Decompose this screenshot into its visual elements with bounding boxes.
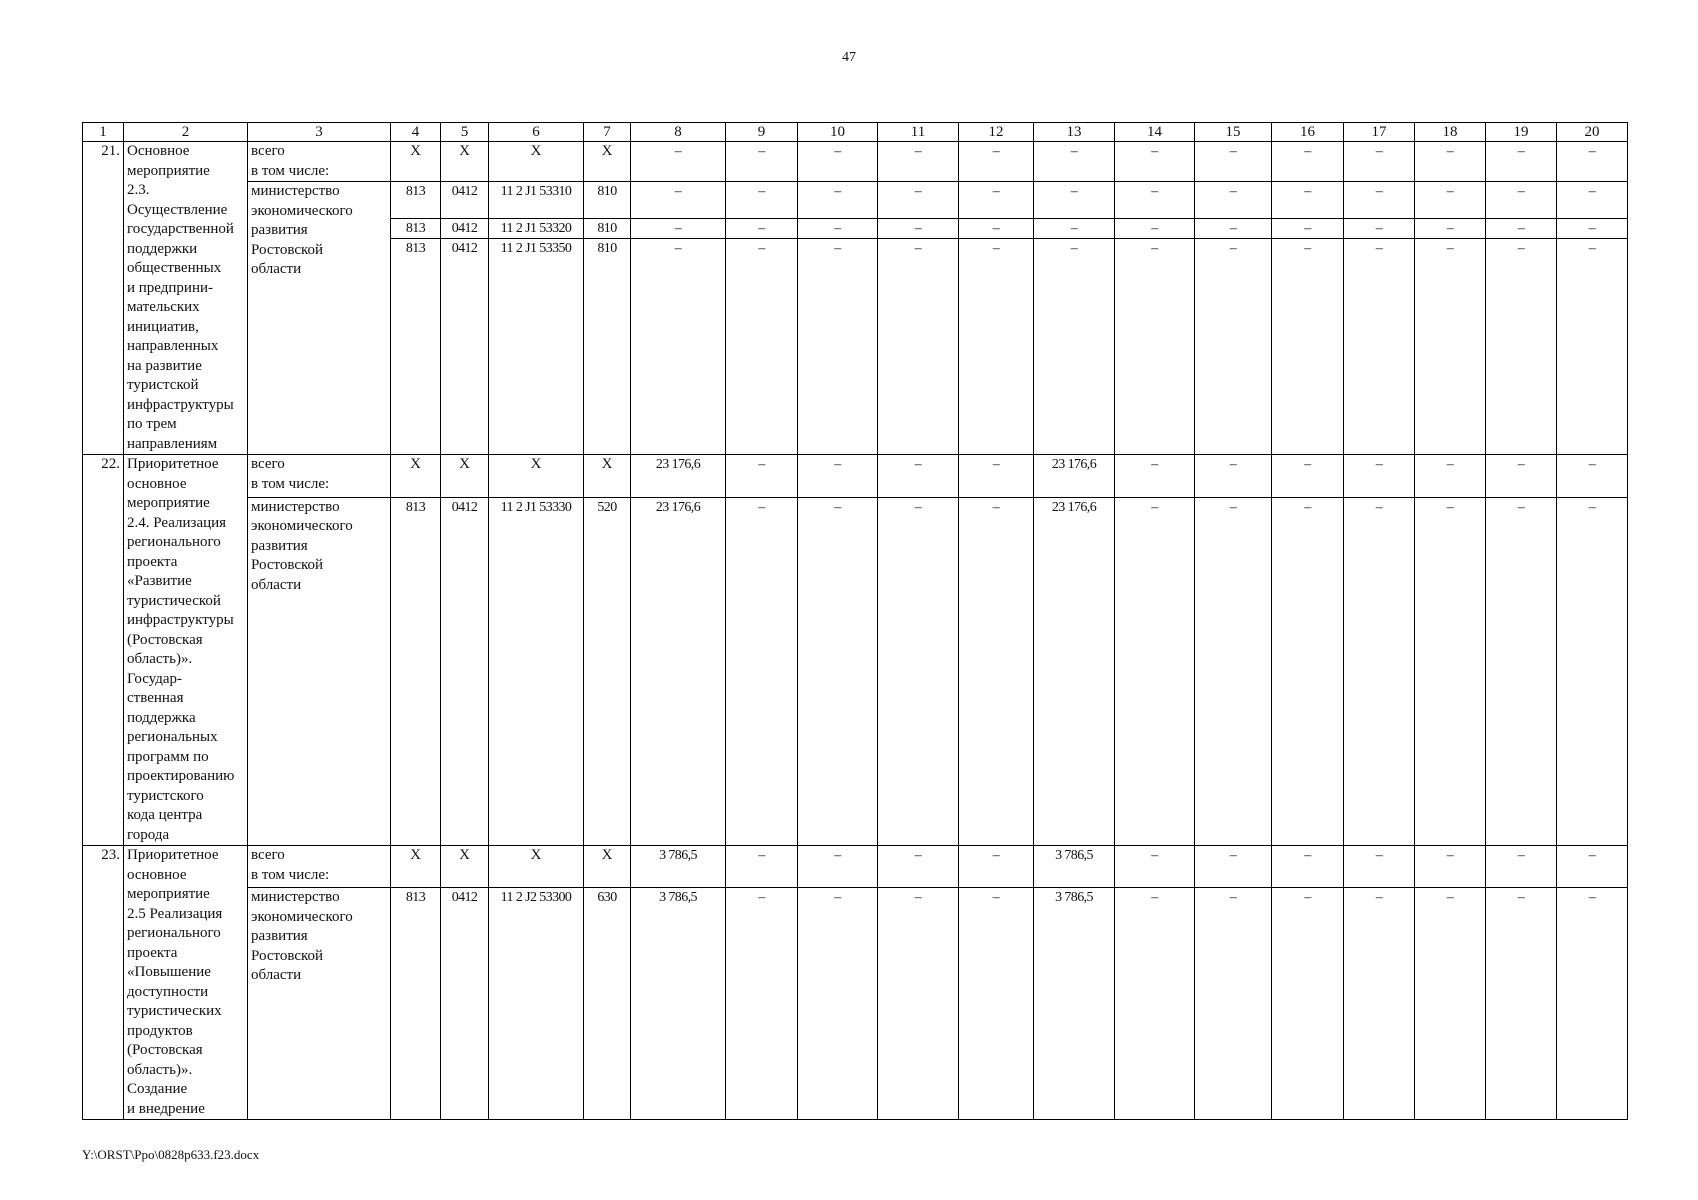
table-row	[83, 142, 1628, 182]
value-cell: –	[959, 218, 1034, 239]
value-cell: –	[1486, 239, 1557, 455]
header-cell: 13	[1034, 123, 1115, 142]
value-cell: –	[1344, 142, 1415, 182]
value-cell: –	[726, 239, 798, 455]
value-cell: –	[878, 239, 959, 455]
code-c7: X	[584, 455, 631, 498]
code-c7: 810	[584, 182, 631, 219]
measure-name-line: города	[127, 826, 170, 843]
value-cell: –	[1195, 888, 1272, 1120]
measure-name	[124, 846, 248, 1120]
value-cell: –	[1115, 239, 1195, 455]
code-c6: 11 2 J1 53330	[489, 497, 584, 846]
total-label-line: в том числе:	[251, 866, 330, 883]
measure-name-line: Государ-	[127, 670, 183, 687]
value-cell: –	[1344, 239, 1415, 455]
value-cell: –	[1195, 218, 1272, 239]
executor-line: развития	[251, 222, 308, 238]
value-cell: –	[1115, 455, 1195, 498]
value-cell: –	[1344, 182, 1415, 219]
value-cell: –	[1115, 218, 1195, 239]
code-c7: 630	[584, 888, 631, 1120]
measure-name-line: 2.5 Реализация	[127, 905, 223, 922]
value-cell: –	[1415, 846, 1486, 888]
value-cell: –	[631, 142, 726, 182]
measure-name-line: проектированию	[127, 768, 235, 784]
value-cell: –	[1557, 239, 1628, 455]
value-cell: –	[878, 182, 959, 219]
value-cell: –	[798, 846, 878, 888]
value-cell: –	[959, 182, 1034, 219]
total-label	[248, 455, 391, 498]
value-cell: 23 176,6	[631, 497, 726, 846]
value-cell: –	[1034, 218, 1115, 239]
executor-line: области	[251, 576, 302, 593]
code-c4: 813	[391, 497, 441, 846]
executor-line: области	[251, 967, 302, 984]
code-c4: 813	[391, 888, 441, 1120]
header-cell: 16	[1272, 123, 1344, 142]
measure-name	[124, 142, 248, 455]
value-cell: –	[1415, 142, 1486, 182]
executor	[248, 497, 391, 846]
table-row	[83, 846, 1628, 888]
measure-name-line: «Повышение	[127, 964, 211, 980]
value-cell: –	[1195, 239, 1272, 455]
header-cell: 12	[959, 123, 1034, 142]
value-cell: –	[1195, 142, 1272, 182]
total-label-line: всего	[251, 143, 285, 159]
value-cell: –	[1272, 182, 1344, 219]
header-cell: 19	[1486, 123, 1557, 142]
value-cell: –	[959, 846, 1034, 888]
value-cell: –	[1272, 218, 1344, 239]
table-header-row	[83, 123, 1628, 142]
value-cell: –	[726, 182, 798, 219]
measure-name-line: общественных	[127, 260, 222, 276]
value-cell: –	[1557, 218, 1628, 239]
code-c7: 810	[584, 239, 631, 455]
value-cell: –	[798, 182, 878, 219]
table-subrow	[83, 888, 1628, 1120]
code-c7: X	[584, 846, 631, 888]
value-cell: –	[798, 888, 878, 1120]
code-c7: X	[584, 142, 631, 182]
measure-name-line: инфраструктуры	[127, 396, 234, 413]
measure-name-line: Приоритетное	[127, 456, 219, 472]
header-cell: 1	[83, 123, 124, 142]
header-cell: 18	[1415, 123, 1486, 142]
code-c5: 0412	[441, 239, 489, 455]
measure-name-line: Создание	[127, 1081, 188, 1097]
measure-name-line: регионального	[127, 925, 221, 941]
measure-name-line: программ по	[127, 748, 209, 765]
executor-line: экономического	[251, 518, 353, 534]
measure-name-line: туристской	[127, 377, 199, 393]
code-c6: 11 2 J1 53350	[489, 239, 584, 455]
value-cell: –	[726, 455, 798, 498]
code-c4: X	[391, 455, 441, 498]
value-cell: 3 786,5	[1034, 888, 1115, 1120]
value-cell: 23 176,6	[1034, 497, 1115, 846]
header-cell: 15	[1195, 123, 1272, 142]
value-cell: –	[1344, 888, 1415, 1120]
value-cell: –	[1272, 142, 1344, 182]
measure-name-line: основное	[127, 475, 187, 492]
executor-line: экономического	[251, 202, 353, 219]
table-subrow	[83, 497, 1628, 846]
value-cell: –	[1272, 497, 1344, 846]
measure-name-line: государственной	[127, 221, 234, 237]
measure-name-line: по трем	[127, 416, 177, 432]
measure-name-line: мероприятие	[127, 886, 210, 902]
executor-line: развития	[251, 537, 308, 554]
measure-name-line: кода центра	[127, 807, 203, 823]
total-label-line: в том числе:	[251, 162, 330, 179]
value-cell: –	[1486, 455, 1557, 498]
value-cell: –	[1486, 888, 1557, 1120]
code-c4: X	[391, 142, 441, 182]
value-cell: –	[1415, 218, 1486, 239]
value-cell: –	[878, 142, 959, 182]
measure-name-line: (Ростовская	[127, 631, 203, 648]
value-cell: –	[1486, 846, 1557, 888]
measure-name-line: область)».	[127, 651, 193, 667]
executor-line: области	[251, 261, 302, 277]
value-cell: –	[798, 142, 878, 182]
value-cell: –	[878, 455, 959, 498]
measure-name-line: регионального	[127, 534, 221, 550]
measure-name-line: (Ростовская	[127, 1042, 203, 1058]
value-cell: –	[1557, 182, 1628, 219]
code-c5: X	[441, 846, 489, 888]
total-label-line: всего	[251, 456, 285, 472]
code-c7: 520	[584, 497, 631, 846]
value-cell: –	[798, 239, 878, 455]
measure-name-line: инициатив,	[127, 318, 199, 335]
value-cell: –	[1034, 182, 1115, 219]
value-cell: –	[959, 142, 1034, 182]
total-label	[248, 142, 391, 182]
measure-name-line: инфраструктуры	[127, 612, 234, 628]
code-c4: 813	[391, 239, 441, 455]
value-cell: –	[1272, 888, 1344, 1120]
value-cell: –	[1415, 497, 1486, 846]
executor-line: Ростовской	[251, 241, 324, 258]
measure-name-line: и предприни-	[127, 279, 214, 296]
value-cell: –	[1486, 142, 1557, 182]
code-c6: X	[489, 455, 584, 498]
code-c6: X	[489, 142, 584, 182]
header-cell: 20	[1557, 123, 1628, 142]
value-cell: 3 786,5	[631, 846, 726, 888]
measure-name-line: поддержки	[127, 240, 198, 257]
page-number: 47	[842, 50, 856, 65]
header-cell: 11	[878, 123, 959, 142]
measure-name-line: Приоритетное	[127, 847, 219, 863]
table-row	[83, 455, 1628, 498]
value-cell: –	[1557, 142, 1628, 182]
executor	[248, 182, 391, 455]
header-cell: 17	[1344, 123, 1415, 142]
header-cell: 3	[248, 123, 391, 142]
value-cell: –	[1415, 455, 1486, 498]
value-cell: –	[878, 888, 959, 1120]
measure-name-line: туристической	[127, 592, 221, 609]
measure-name-line: доступности	[127, 983, 209, 1000]
code-c5: 0412	[441, 888, 489, 1120]
header-cell: 8	[631, 123, 726, 142]
code-c6: 11 2 J1 53310	[489, 182, 584, 219]
value-cell: –	[1344, 497, 1415, 846]
measure-name-line: область)».	[127, 1061, 193, 1078]
value-cell: –	[1115, 846, 1195, 888]
value-cell: –	[1486, 182, 1557, 219]
measure-name-line: проекта	[127, 553, 178, 570]
value-cell: –	[1115, 142, 1195, 182]
measure-name-line: на развитие	[127, 357, 202, 374]
value-cell: –	[798, 218, 878, 239]
total-label-line: в том числе:	[251, 475, 330, 492]
measure-name-line: основное	[127, 866, 187, 883]
value-cell: –	[1115, 888, 1195, 1120]
measure-name-line: направлениям	[127, 435, 218, 452]
value-cell: –	[1195, 182, 1272, 219]
value-cell: –	[726, 218, 798, 239]
code-c6: 11 2 J1 53320	[489, 218, 584, 239]
measure-name-line: мероприятие	[127, 495, 210, 511]
value-cell: –	[1486, 218, 1557, 239]
value-cell: –	[1344, 846, 1415, 888]
value-cell: 23 176,6	[1034, 455, 1115, 498]
value-cell: –	[1415, 888, 1486, 1120]
measure-name-line: туристского	[127, 787, 204, 804]
value-cell: –	[1344, 218, 1415, 239]
code-c5: 0412	[441, 497, 489, 846]
value-cell: –	[1195, 497, 1272, 846]
measure-name-line: мательских	[127, 299, 200, 315]
executor-line: министерство	[251, 498, 340, 515]
measure-name-line: и внедрение	[127, 1100, 205, 1117]
value-cell: 3 786,5	[631, 888, 726, 1120]
code-c5: 0412	[441, 182, 489, 219]
executor-line: министерство	[251, 183, 340, 199]
value-cell: 3 786,5	[1034, 846, 1115, 888]
row-number: 22.	[83, 455, 124, 846]
value-cell: –	[1034, 239, 1115, 455]
header-cell: 2	[124, 123, 248, 142]
measure-name-line: 2.3.	[127, 182, 150, 198]
code-c4: 813	[391, 182, 441, 219]
row-number: 21.	[83, 142, 124, 455]
header-cell: 6	[489, 123, 584, 142]
header-cell: 9	[726, 123, 798, 142]
measure-name-line: мероприятие	[127, 162, 210, 179]
value-cell: –	[1272, 239, 1344, 455]
value-cell: –	[959, 239, 1034, 455]
value-cell: –	[959, 455, 1034, 498]
value-cell: –	[1195, 455, 1272, 498]
value-cell: –	[726, 846, 798, 888]
value-cell: –	[726, 142, 798, 182]
value-cell: 23 176,6	[631, 455, 726, 498]
measure-name-line: направленных	[127, 338, 219, 354]
value-cell: –	[631, 182, 726, 219]
header-cell: 10	[798, 123, 878, 142]
value-cell: –	[1557, 888, 1628, 1120]
table-subrow	[83, 182, 1628, 219]
value-cell: –	[1415, 182, 1486, 219]
measure-name-line: ственная	[127, 690, 184, 706]
value-cell: –	[1557, 497, 1628, 846]
value-cell: –	[878, 218, 959, 239]
measure-name-line: «Развитие	[127, 573, 192, 589]
executor-line: экономического	[251, 908, 353, 925]
value-cell: –	[1115, 182, 1195, 219]
total-label-line: всего	[251, 847, 285, 863]
code-c4: X	[391, 846, 441, 888]
measure-name-line: проекта	[127, 944, 178, 961]
value-cell: –	[631, 218, 726, 239]
value-cell: –	[726, 497, 798, 846]
measure-name	[124, 455, 248, 846]
executor-line: Ростовской	[251, 947, 324, 964]
value-cell: –	[1486, 497, 1557, 846]
header-cell: 4	[391, 123, 441, 142]
executor-line: развития	[251, 928, 308, 945]
value-cell: –	[1115, 497, 1195, 846]
code-c6: 11 2 J2 53300	[489, 888, 584, 1120]
header-cell: 7	[584, 123, 631, 142]
total-label	[248, 846, 391, 888]
code-c5: X	[441, 455, 489, 498]
code-c7: 810	[584, 218, 631, 239]
value-cell: –	[798, 455, 878, 498]
header-cell: 5	[441, 123, 489, 142]
measure-name-line: 2.4. Реализация	[127, 514, 227, 531]
measure-name-line: поддержка	[127, 709, 196, 726]
executor-line: министерство	[251, 889, 340, 906]
value-cell: –	[1344, 455, 1415, 498]
code-c5: 0412	[441, 218, 489, 239]
code-c4: 813	[391, 218, 441, 239]
header-cell: 14	[1115, 123, 1195, 142]
executor-line: Ростовской	[251, 557, 324, 573]
executor	[248, 888, 391, 1120]
code-c5: X	[441, 142, 489, 182]
measure-name-line: туристических	[127, 1003, 222, 1019]
value-cell: –	[959, 888, 1034, 1120]
value-cell: –	[798, 497, 878, 846]
measure-name-line: региональных	[127, 729, 218, 745]
value-cell: –	[1557, 846, 1628, 888]
value-cell: –	[1557, 455, 1628, 498]
measure-name-line: Осуществление	[127, 201, 228, 218]
budget-table	[82, 122, 1628, 1120]
value-cell: –	[878, 497, 959, 846]
value-cell: –	[878, 846, 959, 888]
value-cell: –	[1272, 846, 1344, 888]
value-cell: –	[1034, 142, 1115, 182]
code-c6: X	[489, 846, 584, 888]
value-cell: –	[1195, 846, 1272, 888]
value-cell: –	[1272, 455, 1344, 498]
row-number: 23.	[83, 846, 124, 1120]
measure-name-line: Основное	[127, 143, 190, 159]
footer-file-path: Y:\ORST\Ppo\0828p633.f23.docx	[82, 1147, 260, 1162]
value-cell: –	[959, 497, 1034, 846]
value-cell: –	[1415, 239, 1486, 455]
value-cell: –	[631, 239, 726, 455]
measure-name-line: продуктов	[127, 1022, 193, 1039]
value-cell: –	[726, 888, 798, 1120]
